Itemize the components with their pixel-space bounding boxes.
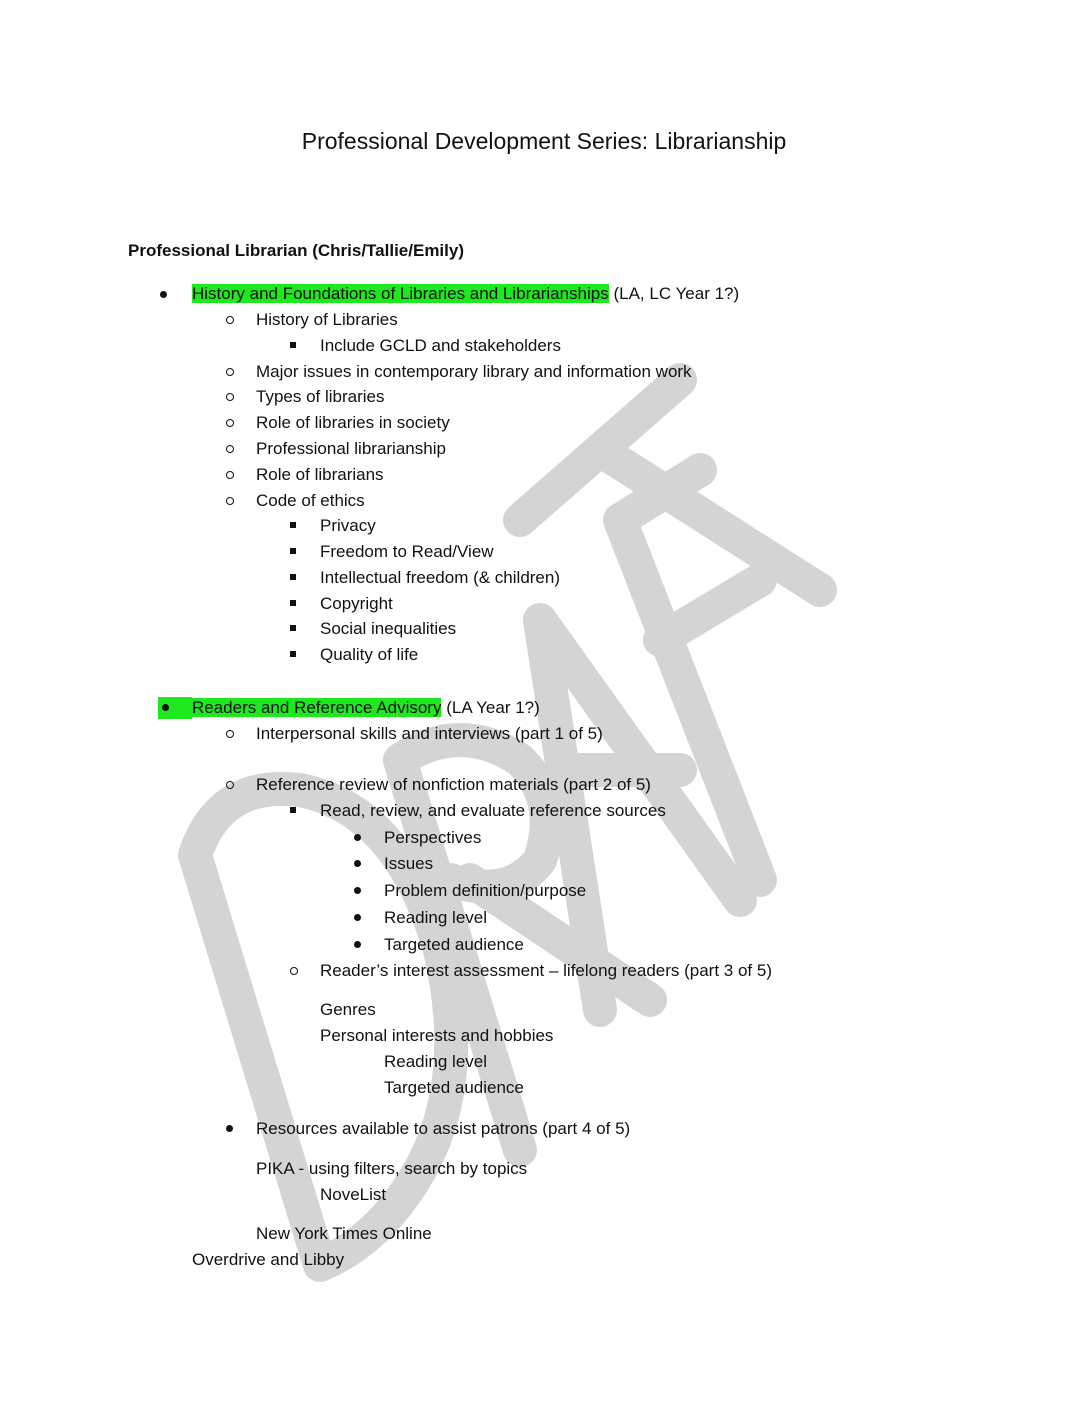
list-item: History of Libraries: [256, 310, 398, 329]
topic-history: [192, 283, 739, 305]
bullet-square: [290, 625, 296, 631]
evaluation-point: Problem definition/purpose: [384, 881, 587, 900]
bullet-circle: [226, 471, 234, 479]
bullet-circle: [290, 967, 298, 975]
bullet-circle: [226, 368, 234, 376]
list-item: Interpersonal skills and interviews (part 1 of 5): [256, 724, 603, 743]
list-item: Professional librarianship: [256, 439, 446, 458]
bullet-circle: [226, 316, 234, 324]
resource-line: PIKA - using filters, search by topics: [256, 1159, 528, 1178]
bullet-square: [290, 574, 296, 580]
list-item: Major issues in contemporary library and information work: [256, 362, 692, 381]
interest-line: Targeted audience: [384, 1078, 524, 1097]
ethics-item: Quality of life: [320, 645, 419, 664]
page-title: Professional Development Series: Librarianship: [301, 128, 787, 154]
ethics-item: Social inequalities: [320, 619, 457, 638]
bullet-dot: [226, 1125, 233, 1132]
evaluation-point: Perspectives: [384, 828, 482, 847]
bullet-square: [290, 600, 296, 606]
list-item: Role of librarians: [256, 465, 384, 484]
ethics-item: Freedom to Read/View: [320, 542, 494, 561]
highlighted-topic: Readers and Reference Advisory: [192, 698, 442, 717]
ethics-item: Copyright: [320, 594, 393, 613]
list-item: Reference review of nonfiction materials (part 2 of 5): [256, 775, 651, 794]
topic-readers: [192, 697, 540, 719]
bullet-circle: [226, 781, 234, 789]
list-item: Types of libraries: [256, 387, 385, 406]
bullet-square: [290, 342, 296, 348]
list-item: Role of libraries in society: [256, 413, 450, 432]
section-heading: Professional Librarian (Chris/Tallie/Emily): [128, 241, 464, 260]
bullet-dot: [354, 834, 361, 841]
evaluation-point: Reading level: [384, 908, 488, 927]
bullet-circle: [226, 393, 234, 401]
bullet-circle: [226, 497, 234, 505]
bullet-square: [290, 522, 296, 528]
interest-line: Personal interests and hobbies: [320, 1026, 554, 1045]
bullet-circle: [226, 419, 234, 427]
list-item: Resources available to assist patrons (part 4 of 5): [256, 1119, 631, 1138]
bullet-dot: [354, 914, 361, 921]
topic-suffix: (LA Year 1?): [441, 698, 540, 717]
list-item: Include GCLD and stakeholders: [320, 336, 561, 355]
bullet-circle: [226, 445, 234, 453]
bullet-circle: [226, 730, 234, 738]
evaluation-point: Targeted audience: [384, 935, 524, 954]
bullet-square: [290, 548, 296, 554]
resource-line: Overdrive and Libby: [192, 1250, 345, 1269]
bullet-square: [290, 807, 296, 813]
ethics-item: Intellectual freedom (& children): [320, 568, 561, 587]
list-item: Read, review, and evaluate reference sources: [320, 801, 666, 820]
bullet-dot: [354, 941, 361, 948]
highlighted-topic: History and Foundations of Libraries and Librarianships: [192, 284, 609, 303]
bullet-dot: [354, 887, 361, 894]
resource-line: New York Times Online: [256, 1224, 432, 1243]
bullet-dot: [160, 291, 167, 298]
resource-line: NoveList: [320, 1185, 387, 1204]
interest-line: Reading level: [384, 1052, 488, 1071]
evaluation-point: Issues: [384, 854, 434, 873]
bullet-dot: [354, 860, 361, 867]
ethics-item: Privacy: [320, 516, 376, 535]
interest-line: Genres: [320, 1000, 376, 1019]
bullet-dot: [162, 704, 169, 711]
bullet-square: [290, 651, 296, 657]
topic-suffix: (LA, LC Year 1?): [608, 284, 740, 303]
list-item: Code of ethics: [256, 491, 365, 510]
list-item: Reader’s interest assessment – lifelong readers (part 3 of 5): [320, 961, 772, 980]
